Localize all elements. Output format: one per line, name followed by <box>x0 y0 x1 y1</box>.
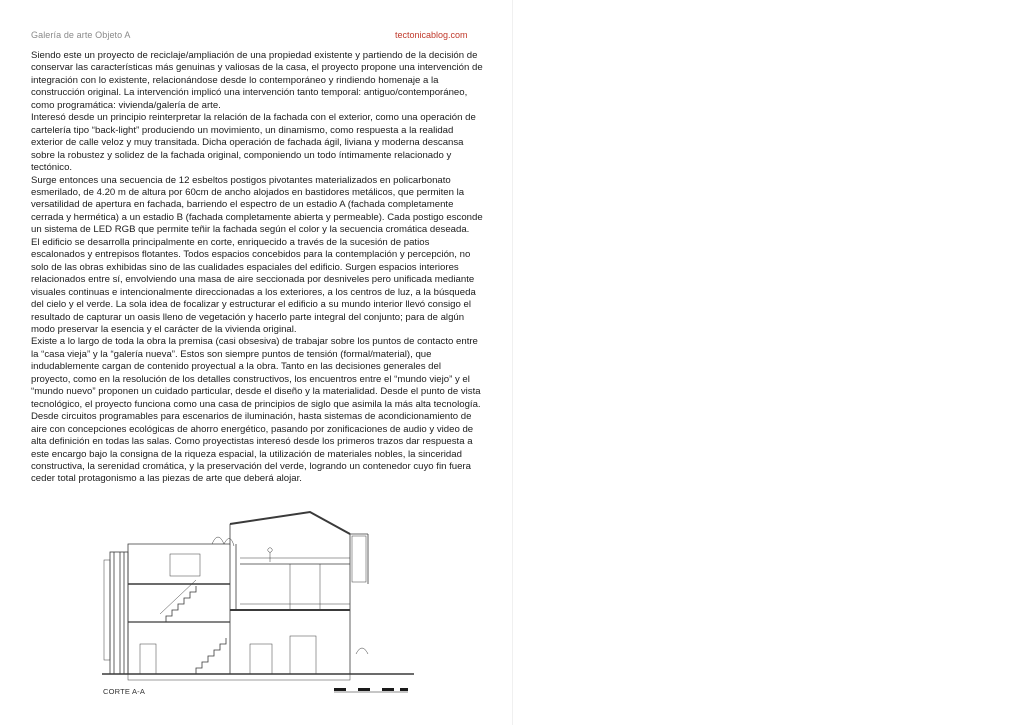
running-header-title: Galería de arte Objeto A <box>31 30 131 40</box>
paragraph: Siendo este un proyecto de reciclaje/ampliación de una propiedad existente y partiendo de la decisión de conservar las características más genuinas y valiosas de la casa, el proyecto propone una intervención de integración con lo existente, relacionándose desde lo contemporáneo y rindiendo homenaje a la construcción original. La intervención implicó una intervención tanto temporal: antiguo/contemporáneo, como programática: vivienda/galería de arte. <box>31 50 483 111</box>
paragraph: Interesó desde un principio reinterpretar la relación de la fachada con el exterior, como una operación de cartelería tipo “back-light” produciendo un movimiento, un dinamismo, como respuesta a la realidad exterior de calle veloz y muy transitada. Dicha operación de fachada ágil, liviana y moderna descansa sobre la robustez y solidez de la fachada original, componiendo un todo íntimamente relacionado y tectónico. <box>31 112 476 174</box>
figure-caption: CORTE A-A <box>103 687 146 696</box>
running-header-site: tectonicablog.com <box>395 30 468 40</box>
paragraph: Surge entonces una secuencia de 12 esbeltos postigos pivotantes materializados en policarbonato esmerilado, de 4.20 m de altura por 60cm de ancho alojados en bastidores metálicos, que permiten la versatilidad de apertura en fachada, barriendo el espectro de un estadio A (fachada completamente cerrada y hermética) a un estadio B (fachada completamente abierta y permeable). Cada postigo esconde un sistema de LED RGB que permite teñir la fachada según el color y la secuencia cromática deseada. <box>31 174 483 236</box>
article-body <box>31 50 483 486</box>
paragraph: El edificio se desarrolla principalmente en corte, enriquecido a través de la sucesión de patios escalonados y entrepisos flotantes. Todos espacios concebidos para la contemplación y percepción, no solo de las obras exhibidas sino de las cualidades espaciales del edificio. Surgen espacios interiores relacionados entre sí, envolviendo una masa de aire seccionada por desniveles pero unificada mediante visuales continuas e intencionalmente direccionadas a los exteriores, a los centros de luz, a la búsqueda del cielo y el verde. La sola idea de focalizar y estructurar el edificio a su mundo interior llevó consigo el resultado de capturar un oasis lleno de vegetación y hacerlo parte integral del conjunto; para de algún modo preservar la esencia y el carácter de la vivienda original. <box>31 236 476 335</box>
section-drawing <box>100 504 418 700</box>
right-page-blank <box>512 0 1024 725</box>
paragraph: Existe a lo largo de toda la obra la premisa (casi obsesiva) de trabajar sobre los puntos de contacto entre la “casa vieja” y la “galería nueva”. Estos son siempre puntos de tensión (formal/material), que indudablemente cargan de contenido proyectual a la obra. Tanto en las decisiones generales del proyecto, como en la resolución de los detalles constructivos, los encuentros entre el “mundo viejo” y el “mundo nuevo” proponen un cuidado particular, desde el diseño y la materialidad. Desde el punto de vista tecnológico, el proyecto funciona como una casa de principios de siglo que asimila la más alta tecnología. Desde circuitos programables para escenarios de iluminación, hasta sistemas de acondicionamiento de aire con concepciones ecológicas de ahorro energético, pasando por zonificaciones de audio y video de alta definición en todas las salas. Como proyectistas interesó desde los primeros trazos dar respuesta a este encargo bajo la consigna de la riqueza espacial, la utilización de materiales nobles, la sinceridad constructiva, la serenidad cromática, y la preservación del verde, logrando un contenedor cuyo fin fuera ceder total protagonismo a las piezas de arte que deberá alojar. <box>31 336 481 485</box>
